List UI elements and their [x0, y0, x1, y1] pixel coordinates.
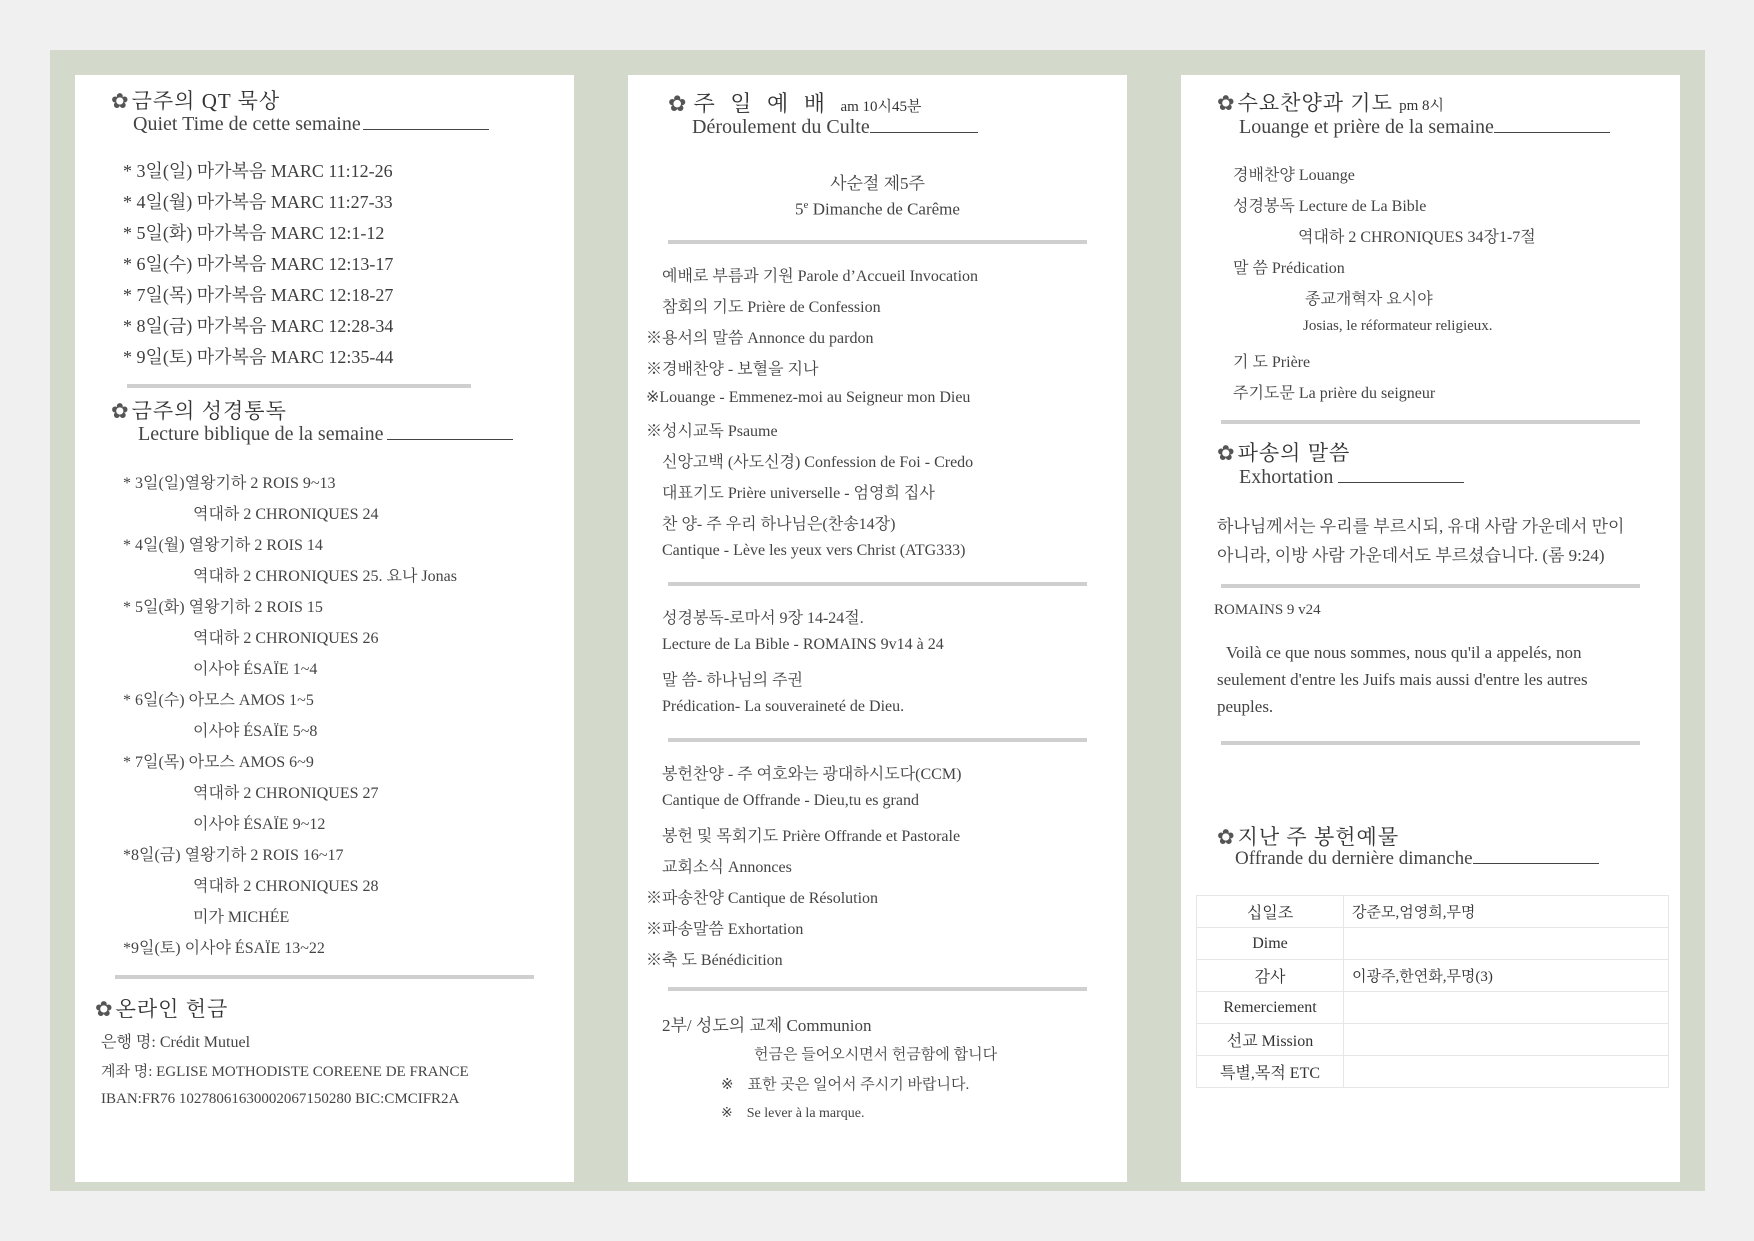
list-item: 대표기도 Prière universelle - 엄영희 집사 [662, 485, 935, 502]
list-item: * 4일(월) 마가복음 MARC 11:27-33 [123, 192, 393, 212]
list-item: 주기도문 La prière du seigneur [1233, 385, 1436, 402]
qt-title: ✿금주의 QT 묵상 [111, 89, 281, 113]
list-item: 역대하 2 CHRONIQUES 34장1-7절 [1298, 229, 1536, 246]
list-item: 미가 MICHÉE [193, 909, 290, 926]
flower-icon: ✿ [111, 89, 130, 113]
service-subtitle: Déroulement du Culte [692, 116, 978, 139]
verse-fr-1: Voilà ce que nous sommes, nous qu'il a appelés, non [1226, 643, 1582, 662]
offering-label: 선교 Mission [1197, 1024, 1344, 1056]
divider [1221, 420, 1640, 424]
divider [668, 240, 1087, 244]
list-item: 이사야 ÉSAÏE 1~4 [193, 661, 318, 678]
list-item: * 5일(화) 열왕기하 2 ROIS 15 [123, 599, 323, 616]
list-item: ※축 도 Bénédicition [646, 952, 783, 969]
verse-ko-2: 아니라, 이방 사람 가운데서도 부르셨습니다. (롬 9:24) [1217, 546, 1605, 565]
divider [1221, 584, 1640, 588]
table-row [1197, 928, 1669, 960]
bible-subtitle: Lecture biblique de la semaine [138, 423, 513, 446]
list-item: 성경봉독 Lecture de La Bible [1233, 198, 1427, 215]
divider [1221, 741, 1640, 745]
list-item: * 9일(토) 마가복음 MARC 12:35-44 [123, 347, 394, 367]
season-fr: 5e Dimanche de Carême [795, 199, 960, 219]
table-row [1197, 1024, 1669, 1056]
flower-icon: ✿ [95, 997, 114, 1021]
list-item: 이사야 ÉSAÏE 5~8 [193, 723, 318, 740]
offering-subtitle: Offrande du dernière dimanche [1235, 848, 1599, 870]
list-item: 말 씀- 하나님의 주권 [662, 672, 803, 689]
communion: 2부/ 성도의 교제 Communion [662, 1016, 872, 1035]
list-item: Cantique - Lève les yeux vers Christ (ATG333) [662, 542, 966, 559]
list-item: 역대하 2 CHRONIQUES 24 [193, 506, 379, 523]
list-item: Josias, le réformateur religieux. [1303, 318, 1493, 334]
list-item: * 6일(수) 마가복음 MARC 12:13-17 [123, 254, 394, 274]
divider [668, 987, 1087, 991]
list-item: ※경배찬양 - 보혈을 지나 [646, 361, 819, 378]
list-item: *9일(토) 이사야 ÉSAÏE 13~22 [123, 940, 325, 957]
offering-label: Dime [1197, 928, 1344, 960]
offering-value: 강준모,엄영희,무명 [1344, 896, 1669, 928]
verse-fr-2: seulement d'entre les Juifs mais aussi d'entre les autres [1217, 670, 1588, 689]
divider [668, 738, 1087, 742]
flower-icon: ✿ [1217, 825, 1236, 849]
note-offering: 헌금은 들어오시면서 헌금함에 합니다 [754, 1047, 998, 1063]
account-name: 계좌 명: EGLISE MOTHODISTE COREENE DE FRANCE [101, 1064, 469, 1080]
iban: IBAN:FR76 10278061630002067150280 BIC:CMCIFR2A [101, 1091, 460, 1107]
wednesday-title: ✿수요찬양과 기도 pm 8시 [1217, 91, 1445, 115]
list-item: 기 도 Prière [1233, 354, 1311, 371]
note-stand-ko: ※ 표한 곳은 일어서 주시기 바랍니다. [721, 1077, 970, 1093]
exhortation-title: ✿파송의 말씀 [1217, 441, 1351, 465]
list-item: ※파송말씀 Exhortation [646, 921, 804, 938]
list-item: 말 씀 Prédication [1233, 260, 1345, 277]
exhortation-subtitle: Exhortation [1239, 466, 1464, 489]
list-item: 역대하 2 CHRONIQUES 26 [193, 630, 379, 647]
list-item: * 3일(일)열왕기하 2 ROIS 9~13 [123, 475, 336, 492]
panel-left [75, 75, 574, 1182]
panel-center [628, 75, 1127, 1182]
list-item: 교회소식 Annonces [662, 859, 792, 876]
divider [668, 582, 1087, 586]
offering-label: 특별,목적 ETC [1197, 1056, 1344, 1088]
verse-ko-1: 하나님께서는 우리를 부르시되, 유대 사람 가운데서 만이 [1217, 517, 1625, 536]
list-item: 역대하 2 CHRONIQUES 25. 요나 Jonas [193, 568, 457, 585]
list-item: 역대하 2 CHRONIQUES 28 [193, 878, 379, 895]
panel-right [1181, 75, 1680, 1182]
offering-label: 십일조 [1197, 896, 1344, 928]
list-item: 역대하 2 CHRONIQUES 27 [193, 785, 379, 802]
offering-label: 감사 [1197, 960, 1344, 992]
list-item: 종교개혁자 요시야 [1305, 291, 1433, 308]
qt-subtitle: Quiet Time de cette semaine [133, 113, 489, 136]
season-ko: 사순절 제5주 [830, 174, 925, 193]
list-item: ※성시교독 Psaume [646, 423, 778, 440]
list-item: ※Louange - Emmenez-moi au Seigneur mon Dieu [646, 389, 971, 406]
list-item: Lecture de La Bible - ROMAINS 9v14 à 24 [662, 636, 944, 653]
offering-value [1344, 992, 1669, 1024]
flower-icon: ✿ [668, 91, 692, 116]
verse-ref: ROMAINS 9 v24 [1214, 602, 1321, 618]
list-item: * 6일(수) 아모스 AMOS 1~5 [123, 692, 314, 709]
list-item: 예배로 부름과 기원 Parole d’Accueil Invocation [662, 268, 979, 285]
offering-title: ✿지난 주 봉헌예물 [1217, 825, 1400, 849]
flower-icon: ✿ [111, 399, 130, 423]
list-item: *8일(금) 열왕기하 2 ROIS 16~17 [123, 847, 344, 864]
service-time: am 10시45분 [840, 99, 922, 115]
flower-icon: ✿ [1217, 91, 1236, 115]
verse-fr-3: peuples. [1217, 697, 1274, 716]
table-row [1197, 992, 1669, 1024]
offering-value [1344, 1024, 1669, 1056]
online-title: ✿온라인 헌금 [95, 997, 229, 1021]
list-item: 성경봉독-로마서 9장 14-24절. [662, 610, 864, 627]
list-item: 신앙고백 (사도신경) Confession de Foi - Credo [662, 454, 974, 471]
service-title: ✿주 일 예 배 am 10시45분 [668, 91, 922, 116]
list-item: 봉헌찬양 - 주 여호와는 광대하시도다(CCM) [662, 766, 962, 783]
list-item: 참회의 기도 Prière de Confession [662, 299, 881, 316]
note-stand-fr: ※ Se lever à la marque. [721, 1106, 865, 1121]
bible-title: ✿금주의 성경통독 [111, 399, 287, 423]
list-item: 경배찬양 Louange [1233, 167, 1355, 184]
list-item: * 7일(목) 마가복음 MARC 12:18-27 [123, 285, 394, 305]
divider [127, 384, 471, 388]
table-row [1197, 896, 1669, 928]
divider [115, 975, 534, 979]
wednesday-subtitle: Louange et prière de la semaine [1239, 116, 1610, 139]
list-item: * 5일(화) 마가복음 MARC 12:1-12 [123, 223, 385, 243]
list-item: Prédication- La souveraineté de Dieu. [662, 698, 905, 715]
table-row [1197, 1056, 1669, 1088]
offering-table [1196, 895, 1669, 1088]
list-item: ※용서의 말씀 Annonce du pardon [646, 330, 874, 347]
offering-value [1344, 1056, 1669, 1088]
offering-value: 이광주,한연화,무명(3) [1344, 960, 1669, 992]
list-item: * 7일(목) 아모스 AMOS 6~9 [123, 754, 314, 771]
flower-icon: ✿ [1217, 441, 1236, 465]
table-row [1197, 960, 1669, 992]
list-item: 이사야 ÉSAÏE 9~12 [193, 816, 326, 833]
offering-label: Remerciement [1197, 992, 1344, 1024]
offering-value [1344, 928, 1669, 960]
list-item: * 4일(월) 열왕기하 2 ROIS 14 [123, 537, 323, 554]
list-item: 찬 양- 주 우리 하나님은(찬송14장) [662, 516, 896, 533]
list-item: Cantique de Offrande - Dieu,tu es grand [662, 792, 919, 809]
bank-name: 은행 명: Crédit Mutuel [101, 1034, 251, 1051]
list-item: * 8일(금) 마가복음 MARC 12:28-34 [123, 316, 394, 336]
list-item: ※파송찬양 Cantique de Résolution [646, 890, 879, 907]
wednesday-time: pm 8시 [1399, 98, 1445, 114]
list-item: 봉헌 및 목회기도 Prière Offrande et Pastorale [662, 828, 961, 845]
list-item: * 3일(일) 마가복음 MARC 11:12-26 [123, 161, 393, 181]
